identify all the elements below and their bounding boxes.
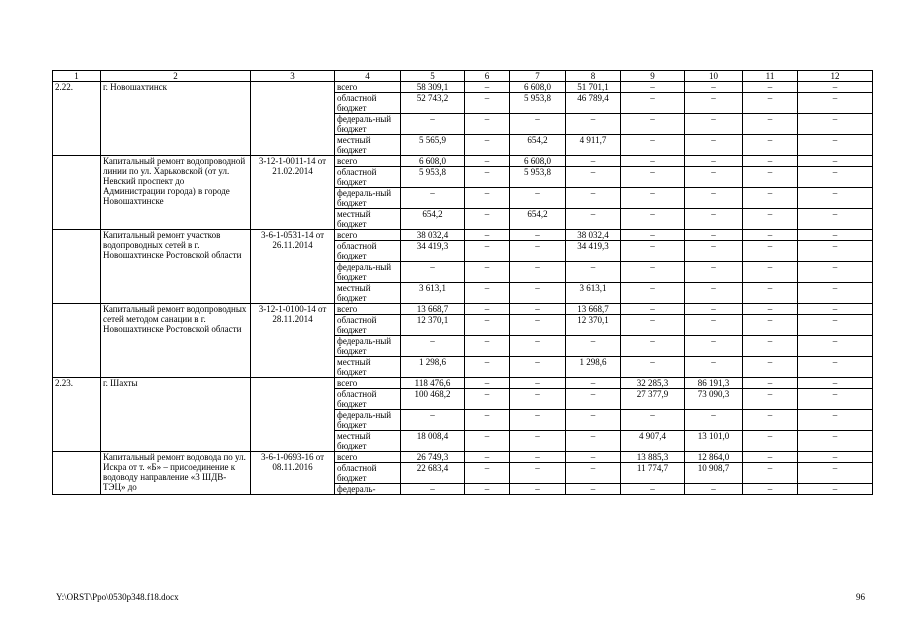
amount-cell: 4 907,4: [621, 431, 685, 452]
amount-cell: –: [465, 135, 510, 156]
amount-cell: –: [685, 93, 743, 114]
amount-cell: –: [798, 410, 873, 431]
amount-cell: 34 419,3: [401, 241, 465, 262]
amount-cell: 3 613,1: [566, 283, 621, 304]
amount-cell: –: [621, 315, 685, 336]
amount-cell: 10 908,7: [685, 463, 743, 484]
amount-cell: –: [743, 452, 798, 463]
funding-source: местный бюджет: [335, 357, 401, 378]
table-row: [53, 452, 873, 463]
amount-cell: –: [798, 262, 873, 283]
column-header: 8: [566, 71, 621, 82]
amount-cell: –: [566, 389, 621, 410]
table-row: [53, 82, 873, 93]
header-row: [53, 71, 873, 82]
item-document: 3-6-1-0531-14 от 26.11.2014: [251, 230, 335, 304]
amount-cell: 38 032,4: [401, 230, 465, 241]
amount-cell: –: [510, 304, 566, 315]
amount-cell: –: [566, 463, 621, 484]
amount-cell: –: [685, 167, 743, 188]
amount-cell: 34 419,3: [566, 241, 621, 262]
funding-source: областной бюджет: [335, 241, 401, 262]
footer-file-path: Y:\ORST\Ppo\0530p348.f18.docx: [56, 592, 179, 602]
amount-cell: –: [510, 315, 566, 336]
amount-cell: –: [621, 93, 685, 114]
funding-source: федераль-ный бюджет: [335, 188, 401, 209]
funding-source: областной бюджет: [335, 389, 401, 410]
amount-cell: –: [743, 389, 798, 410]
funding-source: местный бюджет: [335, 135, 401, 156]
funding-source: местный бюджет: [335, 283, 401, 304]
amount-cell: –: [465, 431, 510, 452]
column-header: 9: [621, 71, 685, 82]
funding-source: всего: [335, 82, 401, 93]
amount-cell: –: [798, 484, 873, 495]
amount-cell: 13 668,7: [566, 304, 621, 315]
amount-cell: –: [621, 484, 685, 495]
amount-cell: –: [401, 410, 465, 431]
amount-cell: –: [743, 336, 798, 357]
amount-cell: –: [798, 93, 873, 114]
amount-cell: –: [743, 209, 798, 230]
amount-cell: –: [465, 188, 510, 209]
amount-cell: 12 370,1: [401, 315, 465, 336]
amount-cell: –: [743, 82, 798, 93]
item-document: 3-12-1-0011-14 от 21.02.2014: [251, 156, 335, 230]
amount-cell: 73 090,3: [685, 389, 743, 410]
amount-cell: –: [566, 484, 621, 495]
amount-cell: –: [685, 241, 743, 262]
amount-cell: 654,2: [401, 209, 465, 230]
amount-cell: –: [510, 114, 566, 135]
column-header: 10: [685, 71, 743, 82]
amount-cell: 12 370,1: [566, 315, 621, 336]
amount-cell: –: [465, 315, 510, 336]
amount-cell: –: [685, 304, 743, 315]
amount-cell: –: [566, 410, 621, 431]
amount-cell: 12 864,0: [685, 452, 743, 463]
amount-cell: –: [510, 241, 566, 262]
amount-cell: –: [510, 336, 566, 357]
amount-cell: –: [621, 241, 685, 262]
table-row: [53, 230, 873, 241]
column-header: 4: [335, 71, 401, 82]
funding-source: федераль-ный бюджет: [335, 336, 401, 357]
item-name: г. Шахты: [101, 378, 251, 452]
amount-cell: –: [465, 336, 510, 357]
amount-cell: –: [621, 336, 685, 357]
item-document: 3-6-1-0693-16 от 08.11.2016: [251, 452, 335, 495]
amount-cell: –: [798, 357, 873, 378]
amount-cell: 18 008,4: [401, 431, 465, 452]
amount-cell: –: [566, 167, 621, 188]
item-code: [53, 304, 101, 378]
funding-source: всего: [335, 156, 401, 167]
funding-source: федераль-: [335, 484, 401, 495]
amount-cell: –: [465, 93, 510, 114]
amount-cell: –: [743, 315, 798, 336]
amount-cell: –: [621, 188, 685, 209]
amount-cell: –: [798, 378, 873, 389]
table-row: [53, 156, 873, 167]
amount-cell: –: [798, 209, 873, 230]
amount-cell: –: [465, 452, 510, 463]
amount-cell: –: [465, 241, 510, 262]
amount-cell: –: [401, 262, 465, 283]
amount-cell: –: [621, 114, 685, 135]
amount-cell: –: [621, 283, 685, 304]
amount-cell: 46 789,4: [566, 93, 621, 114]
amount-cell: –: [798, 431, 873, 452]
amount-cell: –: [798, 336, 873, 357]
column-header: 2: [101, 71, 251, 82]
amount-cell: –: [798, 304, 873, 315]
amount-cell: –: [685, 82, 743, 93]
amount-cell: –: [566, 336, 621, 357]
amount-cell: –: [566, 378, 621, 389]
amount-cell: –: [621, 156, 685, 167]
amount-cell: –: [743, 484, 798, 495]
amount-cell: 6 608,0: [401, 156, 465, 167]
amount-cell: –: [685, 156, 743, 167]
column-header: 5: [401, 71, 465, 82]
amount-cell: –: [465, 114, 510, 135]
item-name: Капитальный ремонт водовода по ул. Искра от т. «Б» – присоединение к водоводу направление «3 ШДВ-ТЭЦ» до: [101, 452, 251, 495]
amount-cell: –: [685, 283, 743, 304]
amount-cell: –: [798, 167, 873, 188]
amount-cell: –: [685, 114, 743, 135]
funding-source: федераль-ный бюджет: [335, 410, 401, 431]
item-document: 3-12-1-0100-14 от 28.11.2014: [251, 304, 335, 378]
amount-cell: 3 613,1: [401, 283, 465, 304]
funding-source: всего: [335, 304, 401, 315]
amount-cell: 4 911,7: [566, 135, 621, 156]
amount-cell: –: [798, 188, 873, 209]
amount-cell: –: [685, 135, 743, 156]
funding-source: областной бюджет: [335, 315, 401, 336]
amount-cell: –: [743, 114, 798, 135]
amount-cell: –: [510, 188, 566, 209]
amount-cell: –: [566, 209, 621, 230]
amount-cell: –: [743, 410, 798, 431]
amount-cell: –: [510, 484, 566, 495]
item-name: Капитальный ремонт водопроводной линии по ул. Харьковской (от ул. Невский проспект до Администрации города) в городе Новошахтинске: [101, 156, 251, 230]
amount-cell: 52 743,2: [401, 93, 465, 114]
amount-cell: 13 885,3: [621, 452, 685, 463]
amount-cell: –: [621, 262, 685, 283]
amount-cell: –: [621, 167, 685, 188]
amount-cell: 13 668,7: [401, 304, 465, 315]
amount-cell: –: [798, 463, 873, 484]
amount-cell: –: [465, 230, 510, 241]
amount-cell: 27 377,9: [621, 389, 685, 410]
item-name: г. Новошахтинск: [101, 82, 251, 156]
amount-cell: –: [566, 262, 621, 283]
item-code: 2.23.: [53, 378, 101, 452]
amount-cell: –: [743, 241, 798, 262]
amount-cell: –: [743, 93, 798, 114]
amount-cell: –: [465, 410, 510, 431]
amount-cell: –: [621, 135, 685, 156]
amount-cell: –: [743, 188, 798, 209]
amount-cell: –: [743, 357, 798, 378]
amount-cell: –: [621, 357, 685, 378]
amount-cell: –: [743, 230, 798, 241]
amount-cell: 32 285,3: [621, 378, 685, 389]
column-header: 1: [53, 71, 101, 82]
item-code: 2.22.: [53, 82, 101, 156]
amount-cell: 1 298,6: [566, 357, 621, 378]
amount-cell: –: [621, 304, 685, 315]
amount-cell: –: [798, 241, 873, 262]
table-row: [53, 378, 873, 389]
amount-cell: –: [510, 378, 566, 389]
amount-cell: –: [743, 135, 798, 156]
amount-cell: 5 953,8: [510, 93, 566, 114]
amount-cell: 86 191,3: [685, 378, 743, 389]
amount-cell: 22 683,4: [401, 463, 465, 484]
funding-source: областной бюджет: [335, 93, 401, 114]
amount-cell: –: [566, 114, 621, 135]
funding-source: областной бюджет: [335, 167, 401, 188]
item-document: [251, 378, 335, 452]
amount-cell: 5 953,8: [401, 167, 465, 188]
amount-cell: 100 468,2: [401, 389, 465, 410]
amount-cell: –: [798, 114, 873, 135]
amount-cell: –: [510, 230, 566, 241]
amount-cell: –: [510, 463, 566, 484]
amount-cell: –: [743, 378, 798, 389]
amount-cell: –: [465, 167, 510, 188]
amount-cell: 6 608,0: [510, 82, 566, 93]
amount-cell: –: [566, 156, 621, 167]
amount-cell: –: [621, 410, 685, 431]
amount-cell: –: [401, 484, 465, 495]
amount-cell: –: [510, 452, 566, 463]
amount-cell: –: [510, 262, 566, 283]
amount-cell: –: [465, 156, 510, 167]
amount-cell: –: [743, 304, 798, 315]
column-header: 7: [510, 71, 566, 82]
amount-cell: –: [465, 389, 510, 410]
amount-cell: 1 298,6: [401, 357, 465, 378]
budget-table: [52, 70, 873, 495]
amount-cell: –: [510, 357, 566, 378]
column-header: 6: [465, 71, 510, 82]
amount-cell: –: [566, 452, 621, 463]
amount-cell: 6 608,0: [510, 156, 566, 167]
funding-source: всего: [335, 230, 401, 241]
amount-cell: –: [798, 389, 873, 410]
table-row: [53, 304, 873, 315]
funding-source: местный бюджет: [335, 209, 401, 230]
amount-cell: –: [566, 188, 621, 209]
amount-cell: –: [743, 156, 798, 167]
amount-cell: 118 476,6: [401, 378, 465, 389]
column-header: 11: [743, 71, 798, 82]
amount-cell: –: [465, 357, 510, 378]
amount-cell: –: [743, 431, 798, 452]
funding-source: областной бюджет: [335, 463, 401, 484]
amount-cell: –: [743, 167, 798, 188]
amount-cell: –: [798, 135, 873, 156]
amount-cell: 13 101,0: [685, 431, 743, 452]
funding-source: всего: [335, 452, 401, 463]
amount-cell: –: [685, 188, 743, 209]
funding-source: федераль-ный бюджет: [335, 262, 401, 283]
amount-cell: 654,2: [510, 209, 566, 230]
amount-cell: –: [743, 283, 798, 304]
amount-cell: –: [685, 209, 743, 230]
amount-cell: –: [621, 209, 685, 230]
amount-cell: –: [510, 283, 566, 304]
amount-cell: –: [685, 262, 743, 283]
funding-source: местный бюджет: [335, 431, 401, 452]
amount-cell: –: [685, 484, 743, 495]
amount-cell: –: [510, 410, 566, 431]
column-header: 12: [798, 71, 873, 82]
amount-cell: –: [465, 484, 510, 495]
amount-cell: –: [798, 283, 873, 304]
amount-cell: 11 774,7: [621, 463, 685, 484]
amount-cell: –: [465, 82, 510, 93]
footer-page-number: 96: [856, 592, 865, 602]
amount-cell: –: [401, 336, 465, 357]
amount-cell: –: [798, 452, 873, 463]
funding-source: всего: [335, 378, 401, 389]
amount-cell: –: [798, 156, 873, 167]
item-code: [53, 156, 101, 230]
amount-cell: –: [685, 410, 743, 431]
amount-cell: –: [743, 463, 798, 484]
amount-cell: –: [798, 82, 873, 93]
amount-cell: –: [510, 389, 566, 410]
amount-cell: 38 032,4: [566, 230, 621, 241]
amount-cell: 26 749,3: [401, 452, 465, 463]
amount-cell: –: [465, 262, 510, 283]
amount-cell: –: [685, 230, 743, 241]
amount-cell: –: [465, 378, 510, 389]
amount-cell: –: [685, 336, 743, 357]
item-document: [251, 82, 335, 156]
funding-source: федераль-ный бюджет: [335, 114, 401, 135]
amount-cell: 654,2: [510, 135, 566, 156]
amount-cell: –: [566, 431, 621, 452]
item-name: Капитальный ремонт водопроводных сетей методом санации в г. Новошахтинске Ростовской области: [101, 304, 251, 378]
column-header: 3: [251, 71, 335, 82]
amount-cell: –: [798, 315, 873, 336]
amount-cell: –: [621, 82, 685, 93]
amount-cell: –: [465, 304, 510, 315]
amount-cell: 5 953,8: [510, 167, 566, 188]
amount-cell: –: [401, 114, 465, 135]
amount-cell: 58 309,1: [401, 82, 465, 93]
amount-cell: –: [743, 262, 798, 283]
amount-cell: –: [685, 357, 743, 378]
amount-cell: –: [465, 463, 510, 484]
amount-cell: 5 565,9: [401, 135, 465, 156]
item-code: [53, 230, 101, 304]
amount-cell: –: [510, 431, 566, 452]
amount-cell: 51 701,1: [566, 82, 621, 93]
amount-cell: –: [465, 283, 510, 304]
amount-cell: –: [465, 209, 510, 230]
item-code: [53, 452, 101, 495]
item-name: Капитальный ремонт участков водопроводных сетей в г. Новошахтинске Ростовской области: [101, 230, 251, 304]
amount-cell: –: [621, 230, 685, 241]
amount-cell: –: [685, 315, 743, 336]
amount-cell: –: [798, 230, 873, 241]
amount-cell: –: [401, 188, 465, 209]
